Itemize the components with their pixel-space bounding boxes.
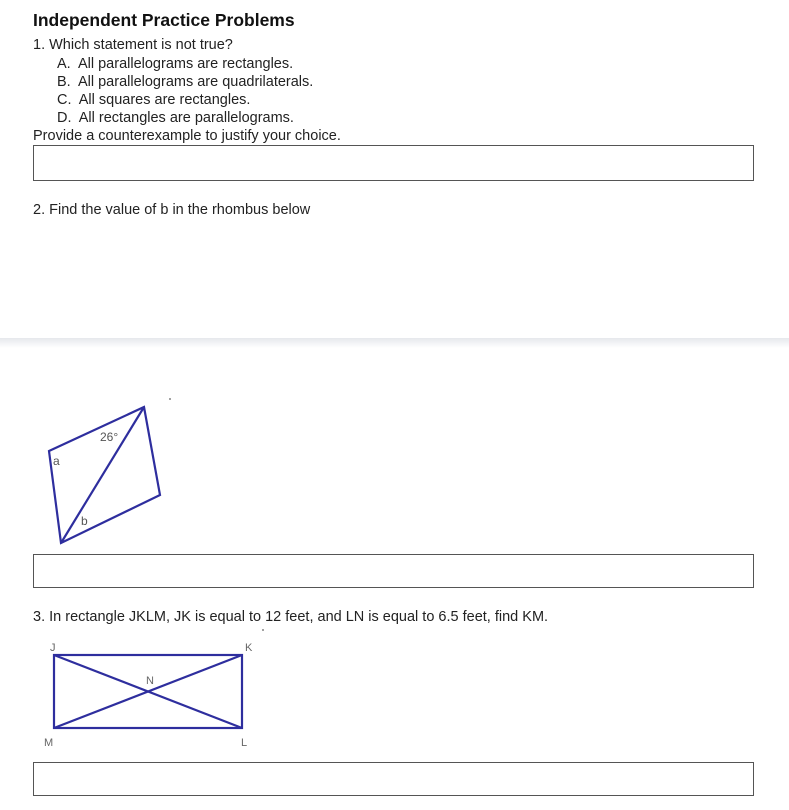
vertex-l-label: L xyxy=(241,737,248,749)
rectangle-figure xyxy=(38,627,268,752)
angle-b-label: b xyxy=(81,514,88,528)
option-letter: B. xyxy=(57,74,71,90)
option-text: All squares are rectangles. xyxy=(78,92,251,108)
option-letter: A. xyxy=(57,56,71,72)
question-1-option-c xyxy=(57,92,250,108)
option-letter: D. xyxy=(57,110,72,126)
question-1-option-d xyxy=(57,110,294,126)
angle-label: 26° xyxy=(100,430,119,444)
question-1-follow-up: Provide a counterexample to justify your choice. xyxy=(33,128,341,144)
option-letter: C. xyxy=(57,92,72,108)
vertex-m-label: M xyxy=(44,737,54,749)
question-1-option-b xyxy=(57,74,313,90)
answer-box-3[interactable] xyxy=(33,762,754,796)
question-1-option-a xyxy=(57,56,293,72)
question-2-prompt: 2. Find the value of b in the rhombus below xyxy=(33,202,311,218)
vertex-j-label: J xyxy=(50,642,56,654)
option-text: All parallelograms are rectangles. xyxy=(77,56,294,72)
page-divider xyxy=(0,338,789,348)
page-title: Independent Practice Problems xyxy=(33,10,295,30)
answer-box-1[interactable] xyxy=(33,145,754,181)
angle-a-label: a xyxy=(53,454,60,468)
answer-box-2[interactable] xyxy=(33,554,754,588)
intersection-n-label: N xyxy=(146,675,154,687)
option-text: All parallelograms are quadrilaterals. xyxy=(77,74,314,90)
vertex-k-label: K xyxy=(245,642,253,654)
option-text: All rectangles are parallelograms. xyxy=(78,110,294,126)
rhombus-outline xyxy=(49,407,160,543)
rhombus-figure xyxy=(40,395,175,550)
question-3-prompt: 3. In rectangle JKLM, JK is equal to 12 feet, and LN is equal to 6.5 feet, find KM. xyxy=(33,609,549,625)
question-1-prompt: 1. Which statement is not true? xyxy=(33,37,233,53)
